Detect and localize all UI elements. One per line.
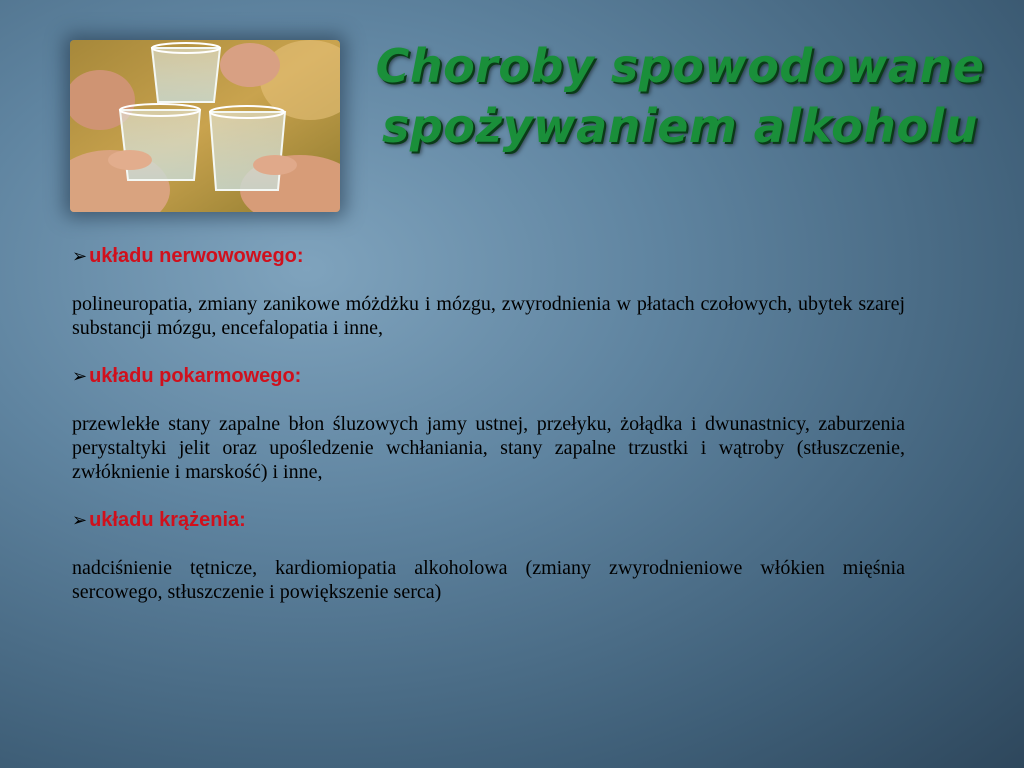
section-heading-nervous [72,244,905,268]
section-heading-circulatory [72,508,905,532]
toast-photo [70,40,340,212]
section-text-circulatory: nadciśnienie tętnicze, kardiomiopatia alkoholowa (zmiany zwyrodnieniowe włókien mięśnia sercowego, stłuszczenie i powiększenie serca) [72,557,905,603]
content [72,244,905,628]
bullet-arrow-icon: ➢ [72,510,88,530]
section-text-digestive: przewlekłe stany zapalne błon śluzowych jamy ustnej, przełyku, żołądka i dwunastnicy, zaburzenia perystaltyki jelit oraz upośledzenie wchłaniania, stany zapalne trzustki i wątroby (stłuszczenie, zwłóknienie i marskość) i inne, [72,413,905,483]
section-text-nervous: polineuropatia, zmiany zanikowe móżdżku i mózgu, zwyrodnienia w płatach czołowych, ubytek szarej substancji mózgu, encefalopatia i inne, [72,293,905,339]
page-title [360,36,1000,156]
section-heading-label: układu krążenia: [89,509,246,531]
title-line-1: Choroby spowodowane [375,39,985,93]
bullet-arrow-icon: ➢ [72,246,88,266]
section-heading-label: układu nerwowowego: [89,245,304,267]
section-heading-label: układu pokarmowego: [89,365,302,387]
bullet-arrow-icon: ➢ [72,366,88,386]
title-line-2: spożywaniem alkoholu [381,99,979,153]
section-heading-digestive [72,364,905,388]
toast-glasses-icon [70,40,340,212]
